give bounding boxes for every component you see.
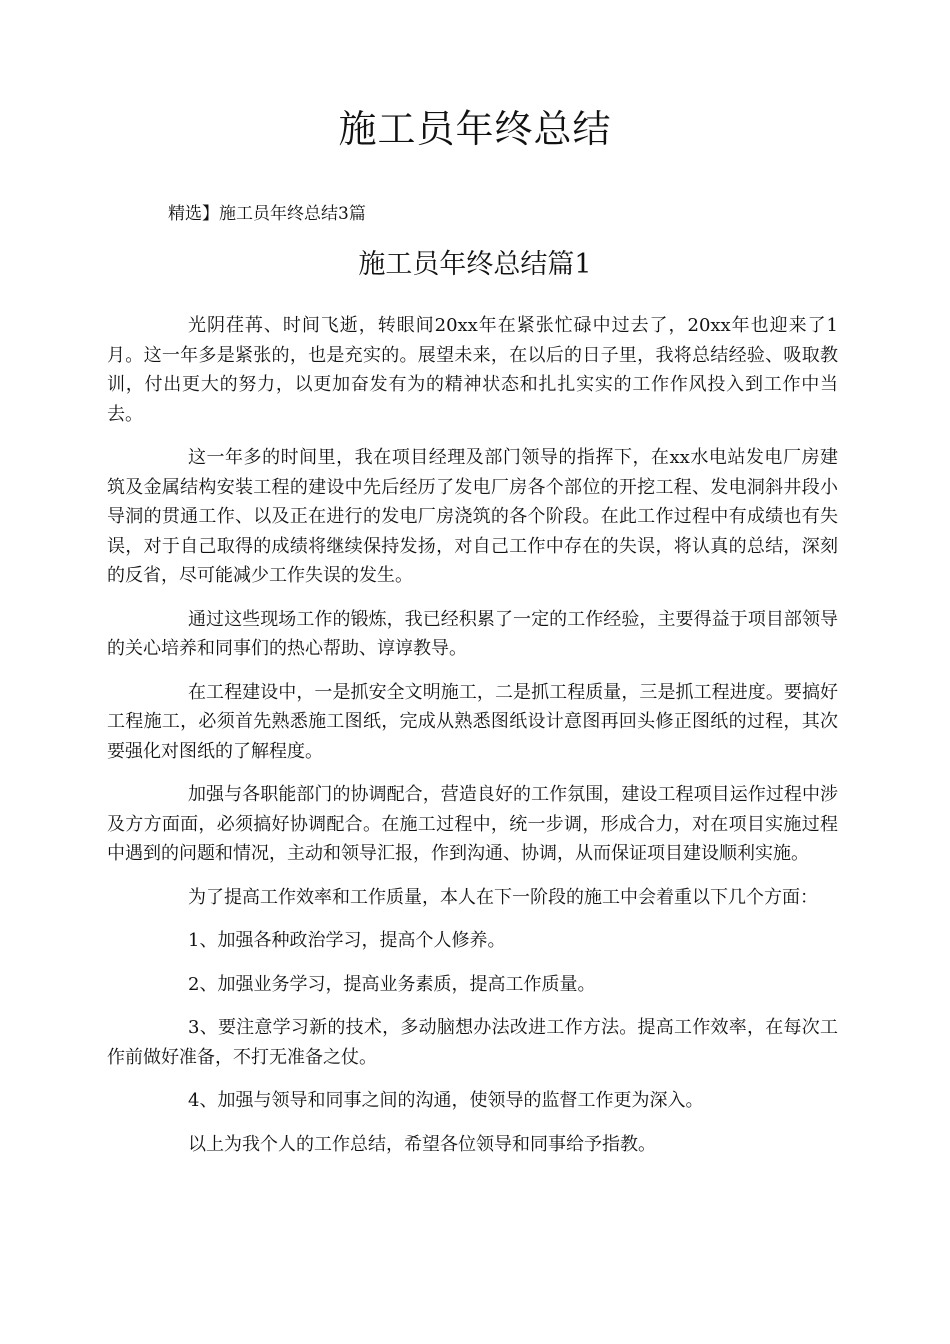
document-subtitle: 精选】施工员年终总结3篇 (168, 204, 366, 224)
document-title: 施工员年终总结 (338, 107, 612, 151)
closing-paragraph: 以上为我个人的工作总结，希望各位领导和同事给予指教。 (188, 1133, 656, 1155)
paragraph: 加强与各职能部门的协调配合，营造良好的工作氛围，建设工程项目运作过程中涉及方方面面，必须搞好协调配合。在施工过程中，统一步调，形成合力，对在项目实施过程中遇到的问题和情况，主动和领导汇报，作到沟通、协调，从而保证项目建设顺利实施。 (107, 784, 838, 864)
list-item: 4、加强与领导和同事之间的沟通，使领导的监督工作更为深入。 (188, 1090, 704, 1111)
list-item: 2、加强业务学习，提高业务素质，提高工作质量。 (188, 973, 596, 995)
paragraph: 为了提高工作效率和工作质量，本人在下一阶段的施工中会着重以下几个方面： (188, 886, 818, 908)
section-title: 施工员年终总结篇1 (358, 249, 592, 280)
paragraph: 这一年多的时间里，我在项目经理及部门领导的指挥下，在xx水电站发电厂房建筑及金属结构安装工程的建设中先后经历了发电厂房各个部位的开挖工程、发电洞斜井段小导洞的贯通工作、以及正在进行的发电厂房浇筑的各个阶段。在此工作过程中有成绩也有失误，对于自己取得的成绩将继续保持发扬，对自己工作中存在的失误，将认真的总结，深刻的反省，尽可能减少工作失误的发生。 (107, 447, 838, 586)
list-item: 1、加强各种政治学习，提高个人修养。 (188, 930, 506, 951)
paragraph: 在工程建设中，一是抓安全文明施工，二是抓工程质量，三是抓工程进度。要搞好工程施工，必须首先熟悉施工图纸，完成从熟悉图纸设计意图再回头修正图纸的过程，其次要强化对图纸的了解程度。 (107, 681, 838, 762)
paragraph: 光阴荏苒、时间飞逝，转眼间20xx年在紧张忙碌中过去了，20xx年也迎来了1月。这一年多是紧张的，也是充实的。展望未来，在以后的日子里，我将总结经验、吸取教训，付出更大的努力，以更加奋发有为的精神状态和扎扎实实的工作作风投入到工作中当去。 (107, 315, 838, 425)
paragraph: 通过这些现场工作的锻炼，我已经积累了一定的工作经验，主要得益于项目部领导的关心培养和同事们的热心帮助、谆谆教导。 (107, 608, 838, 659)
document-body (107, 311, 838, 1173)
list-item: 3、要注意学习新的技术，多动脑想办法改进工作方法。提高工作效率，在每次工作前做好准备，不打无准备之仗。 (107, 1017, 838, 1068)
